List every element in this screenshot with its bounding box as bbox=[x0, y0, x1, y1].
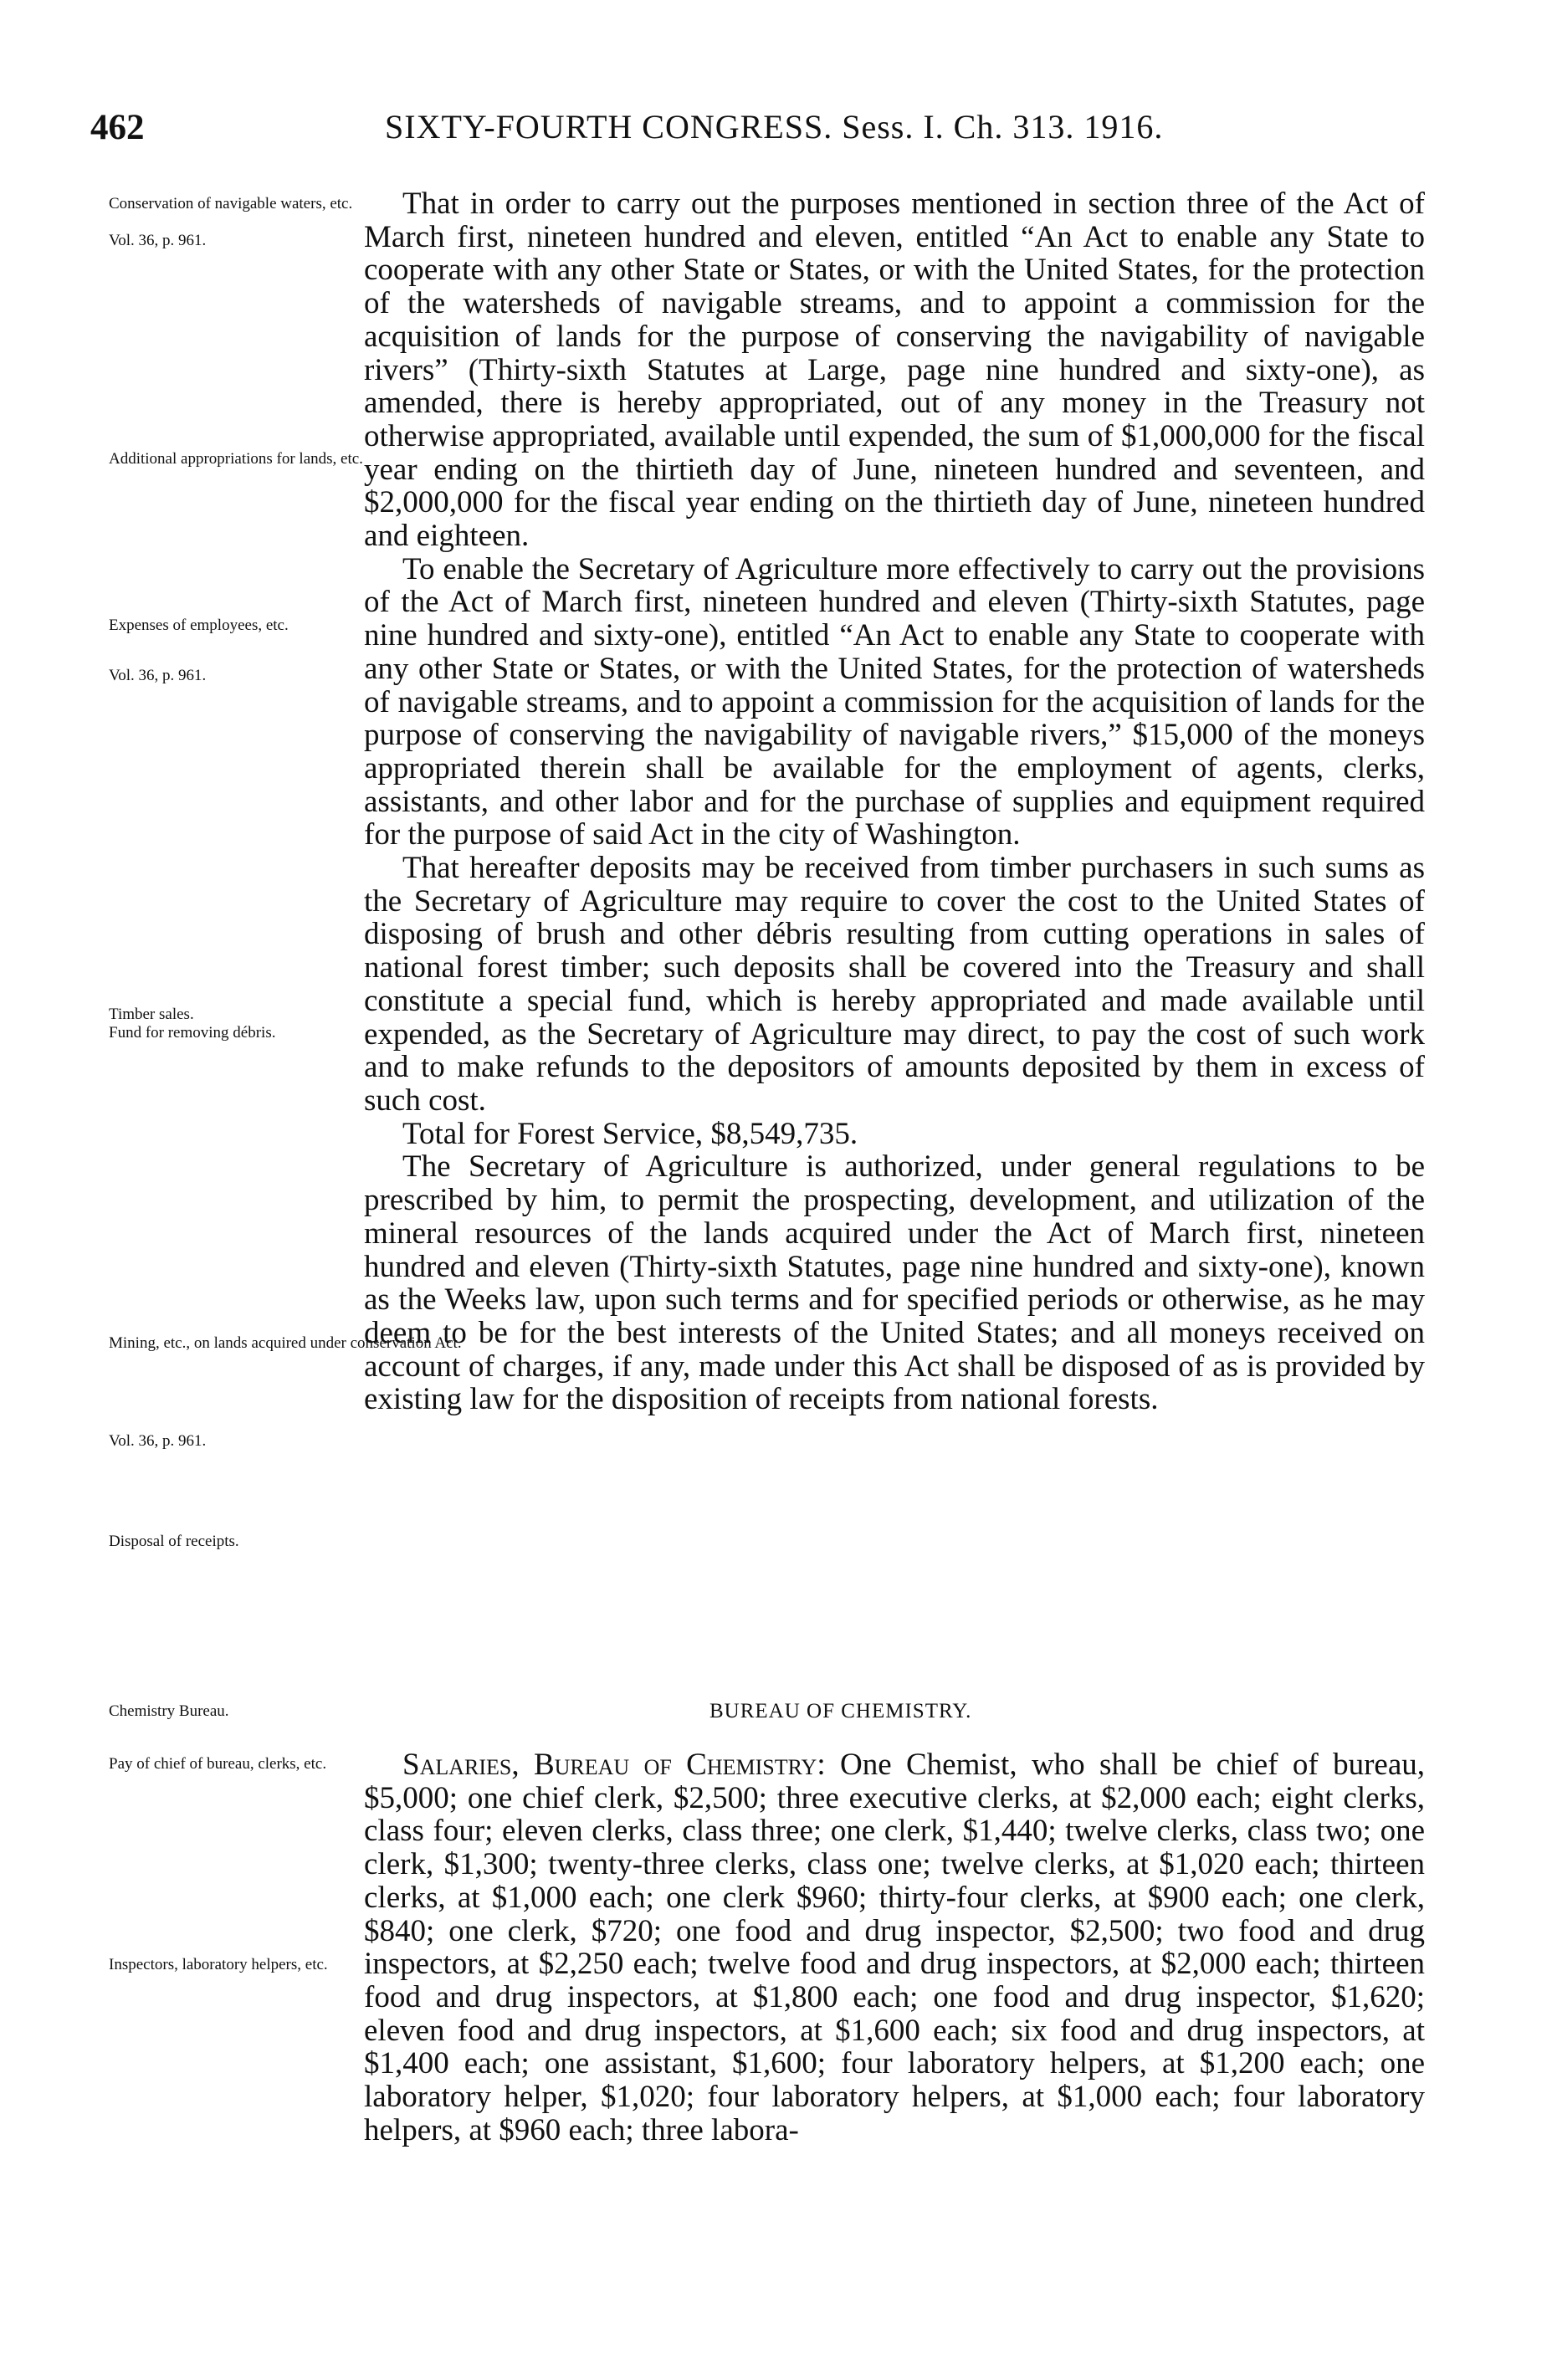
margin-note-additional-appropriations: Additional appropriations for lands, etc. bbox=[109, 450, 363, 468]
paragraph-timber-deposits: That hereafter deposits may be received from timber purchasers in such sums as the Secretary of Agriculture may require to cover the cost to the United States of disposing of brush and other débris resulting from cutting operations in sales of national forest timber; such deposits shall be covered into the Treasury and shall constitute a special fund, which is hereby appropriated and made available until expended, as the Secretary of Agriculture may direct, to pay the cost of such work and to make refunds to the depositors of amounts deposited by them in excess of such cost. bbox=[364, 851, 1425, 1118]
main-text-block bbox=[364, 187, 1425, 1416]
margin-note-vol-ref-2: Vol. 36, p. 961. bbox=[109, 667, 207, 684]
margin-note-chemistry-bureau: Chemistry Bureau. bbox=[109, 1702, 229, 1720]
margin-note-fund-debris: Fund for removing débris. bbox=[109, 1024, 276, 1042]
running-head: SIXTY-FOURTH CONGRESS. Sess. I. Ch. 313. 1916. bbox=[385, 108, 1164, 146]
paragraph-forest-total: Total for Forest Service, $8,549,735. bbox=[402, 1116, 858, 1151]
margin-note-conservation: Conservation of navigable waters, etc. bbox=[109, 195, 353, 212]
margin-note-mining: Mining, etc., on lands acquired under conservation Act. bbox=[109, 1334, 462, 1352]
margin-note-pay-chief: Pay of chief of bureau, clerks, etc. bbox=[109, 1755, 327, 1773]
section-title-chemistry: BUREAU OF CHEMISTRY. bbox=[709, 1700, 972, 1722]
salaries-block bbox=[364, 1748, 1425, 2147]
paragraph-conservation: That in order to carry out the purposes mentioned in section three of the Act of March first, nineteen hundred and eleven, entitled “An Act to enable any State to cooperate with any other State or States, or with the United States, for the protection of the watersheds of navigable streams, and to appoint a commission for the acquisition of lands for the purpose of conserving the navigability of navigable rivers” (Thirty-sixth Statutes at Large, page nine hundred and sixty-one), as amended, there is hereby appropriated, out of any money in the Treasury not otherwise appropriated, available until expended, the sum of $1,000,000 for the fiscal year ending on the thirtieth day of June, nineteen hundred and seventeen, and $2,000,000 for the fiscal year ending on the thirtieth day of June, nineteen hundred and eighteen. bbox=[364, 187, 1425, 554]
page-number: 462 bbox=[90, 108, 145, 147]
margin-note-timber-sales: Timber sales. bbox=[109, 1006, 194, 1023]
salaries-lead: Salaries, Bureau of Chemistry: bbox=[402, 1748, 826, 1782]
paragraph-employees: To enable the Secretary of Agriculture more effectively to carry out the provisions of the Act of March first, nineteen hundred and eleven (Thirty-sixth Statutes, page nine hundred and sixty-one), entitled “An Act to enable any State to cooperate with any other State or States, or with the United States, for the protection of watersheds of navigable streams, and to appoint a commission for the acquisition of lands for the purpose of conserving the navigability of navigable rivers,” $15,000 of the moneys appropriated therein shall be available for the employment of agents, clerks, assistants, and other labor and for the purchase of supplies and equipment required for the purpose of said Act in the city of Washington. bbox=[364, 551, 1425, 852]
margin-note-vol-ref-3: Vol. 36, p. 961. bbox=[109, 1432, 207, 1450]
margin-note-inspectors: Inspectors, laboratory helpers, etc. bbox=[109, 1956, 328, 1973]
paragraph-salaries bbox=[364, 1748, 1425, 2147]
page-header bbox=[0, 107, 1547, 157]
margin-note-expenses-employees: Expenses of employees, etc. bbox=[109, 617, 289, 634]
salaries-text: One Chemist, who shall be chief of bureau, $5,000; one chief clerk, $2,500; three executive clerks, at $2,000 each; eight clerks, class four; eleven clerks, class three; one clerk, $1,440; twelve clerks, class two; one clerk, $1,300; twenty-three clerks, class one; twelve clerks, at $1,020 each; thirteen clerks, at $1,000 each; one clerk $960; thirty-four clerks, at $900 each; one clerk, $840; one clerk, $720; one food and drug inspector, $2,500; two food and drug inspectors, at $2,250 each; twelve food and drug inspectors, at $2,000 each; thirteen food and drug inspectors, at $1,800 each; one food and drug inspector, $1,620; eleven food and drug inspectors, at $1,600 each; six food and drug inspectors, at $1,400 each; one assistant, $1,600; four laboratory helpers, at $1,200 each; one laboratory helper, $1,020; four laboratory helpers, at $1,000 each; four laboratory helpers, at $960 each; three labora- bbox=[364, 1748, 1425, 2147]
margin-note-vol-ref-1: Vol. 36, p. 961. bbox=[109, 232, 207, 249]
margin-note-disposal-receipts: Disposal of receipts. bbox=[109, 1533, 239, 1550]
paragraph-mining: The Secretary of Agriculture is authorized, under general regulations to be prescribed by him, to permit the prospecting, development, and utilization of the mineral resources of the lands acquired under the Act of March first, nineteen hundred and eleven (Thirty-sixth Statutes, page nine hundred and sixty-one), known as the Weeks law, upon such terms and for specified periods or otherwise, as he may deem to be for the best interests of the United States; and all moneys received on account of charges, if any, made under this Act shall be disposed of as is provided by existing law for the disposition of receipts from national forests. bbox=[364, 1149, 1425, 1417]
